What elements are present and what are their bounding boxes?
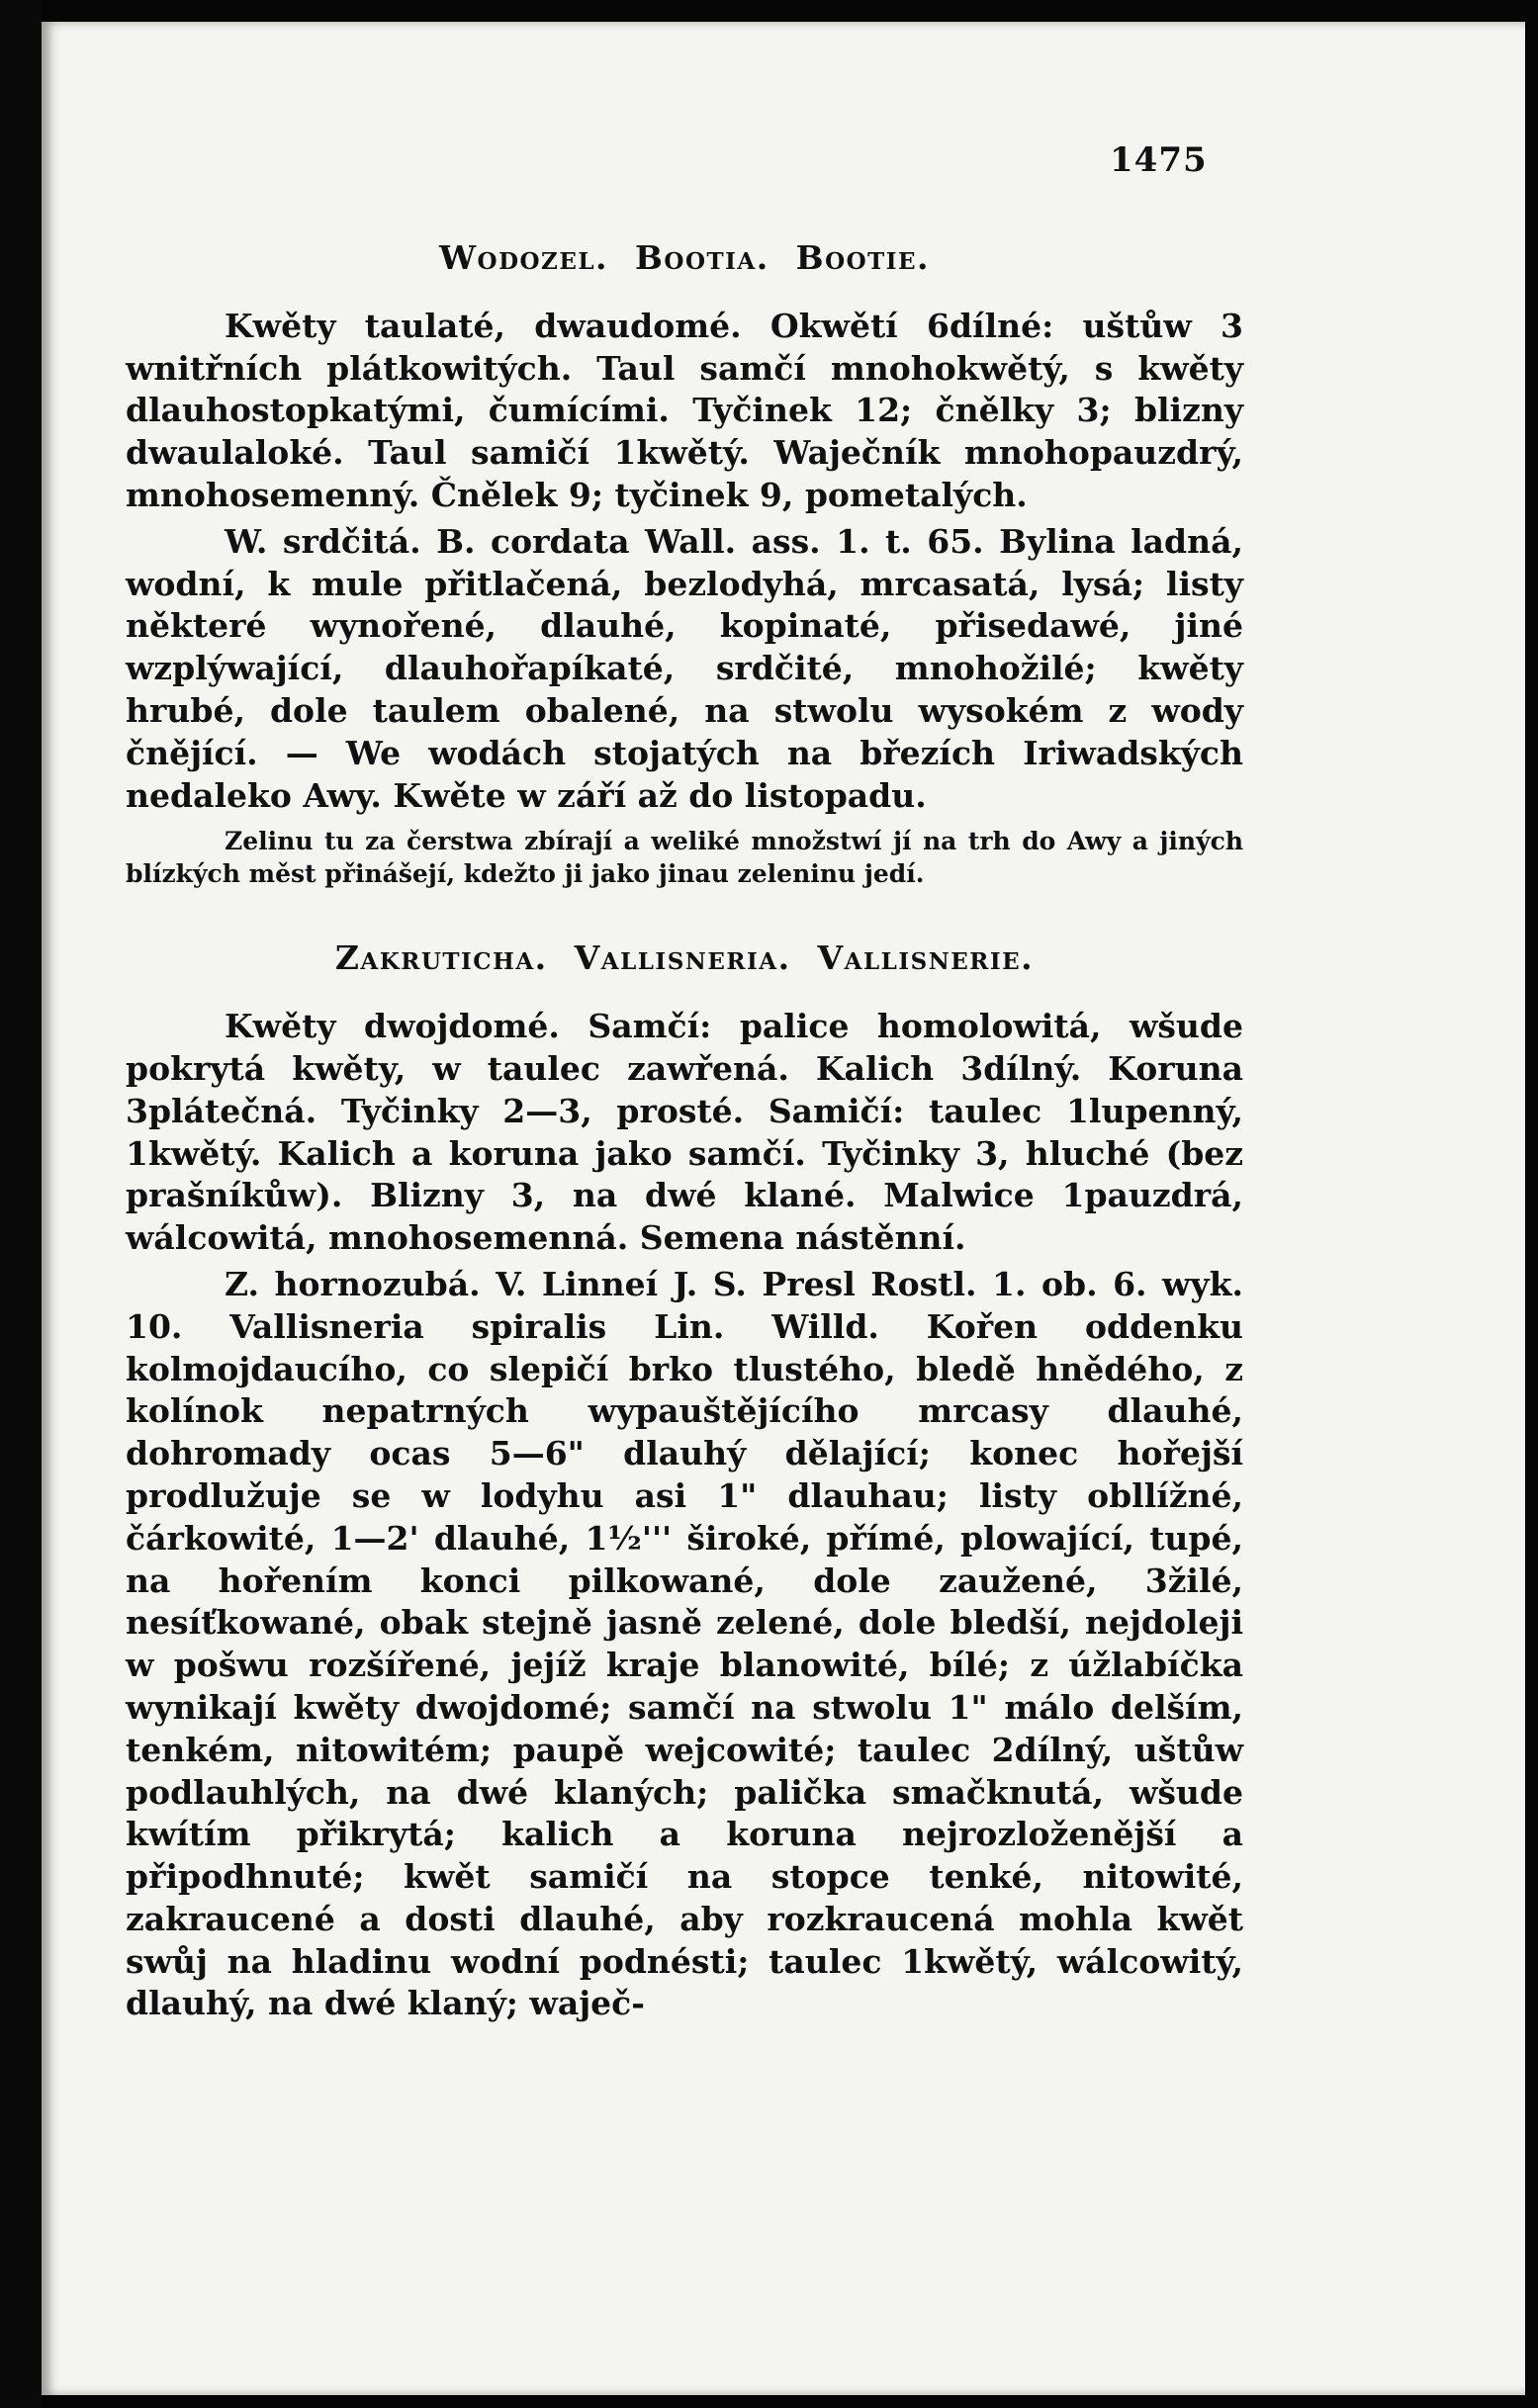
text-column bbox=[126, 237, 1243, 2025]
genus-description-vallisneria: Kwěty dwojdomé. Samčí: palice homolowitá, wšude pokrytá kwěty, w taulec zawřená. Kalich 3dílný. Koruna 3plátečná. Tyčinky 2—3, prosté. Samičí: taulec 1lupenný, 1kwětý. Kalich a koruna jako samčí. Tyčinky 3, hluché (bez prašníkůw). Blizny 3, na dwé klané. Malwice 1pauzdrá, wálcowitá, mnohosemenná. Semena nástěnní. bbox=[126, 1007, 1243, 1258]
species-description-bootia-cordata: W. srdčitá. B. cordata Wall. ass. 1. t. 65. Bylina ladná, wodní, k mule přitlačená, bezlodyhá, mrcasatá, lysá; listy některé wynořené, dlauhé, kopinaté, přisedawé, jiné wzplýwající, dlauhořapíkaté, srdčité, mnohožilé; kwěty hrubé, dole taulem obalené, na stwolu wysokém z wody čnějící. — We wodách stojatých na březích Iriwadských nedaleko Awy. Kwěte w září až do listopadu. bbox=[126, 521, 1243, 815]
genus-heading-vallisneria: Zakruticha. Vallisneria. Vallisnerie. bbox=[334, 938, 1035, 978]
species-description-vallisneria-spiralis: Z. hornozubá. V. Linneí J. S. Presl Rostl. 1. ob. 6. wyk. 10. Vallisneria spiralis Lin. Willd. Kořen oddenku kolmojdaucího, co slepičí brko tlustého, bledě hnědého, z kolínok nepatrných wypauštějícího mrcasy dlauhé, dohromady ocas 5—6" dlauhý dělající; konec hořejší prodlužuje se w lodyhu asi 1" dlauhau; listy obllížné, čárkowité, 1—2' dlauhé, 1½''' široké, přímé, plowající, tupé, na hořením konci pilkowané, dole zaužené, 3žilé, nesíťkowané, obak stejně jasně zelené, dole bledší, nejdoleji w pošwu rozšířené, jejíž kraje blanowité, bílé; z úžlabíčka wynikají kwěty dwojdomé; samčí na stwolu 1" málo delším, tenkém, nitowitém; paupě wejcowité; taulec 2dílný, uštůw podlauhlých, na dwé klaných; palička smačknutá, wšude kwítím přikrytá; kalich a koruna nejrozloženější a připodhnuté; kwět samičí na stopce tenké, nitowité, zakraucené a dosti dlauhé, aby rozkraucená mohla kwět swůj na hladinu wodní podnésti; taulec 1kwětý, wálcowitý, dlauhý, na dwé klaný; waječ- bbox=[126, 1264, 1243, 2023]
genus-heading-bootia: Wodozel. Bootia. Bootie. bbox=[438, 238, 931, 277]
usage-note: Zelinu tu za čerstwa zbírají a weliké množstwí jí na trh do Awy a jiných blízkých měst přinášejí, kdežto ji jako jinau zeleninu jedí. bbox=[126, 827, 1243, 889]
genus-description-bootia: Kwěty taulaté, dwaudomé. Okwětí 6dílné: uštůw 3 wnitřních plátkowitých. Taul samčí mnohokwětý, s kwěty dlauhostopkatými, čumícími. Tyčinek 12; čnělky 3; blizny dwaulaloké. Taul samičí 1kwětý. Waječník mnohopauzdrý, mnohosemenný. Čnělek 9; tyčinek 9, pometalých. bbox=[126, 306, 1243, 514]
scan-dark-border bbox=[0, 0, 42, 2408]
book-page bbox=[42, 22, 1525, 2395]
page-number: 1475 bbox=[1110, 140, 1208, 180]
